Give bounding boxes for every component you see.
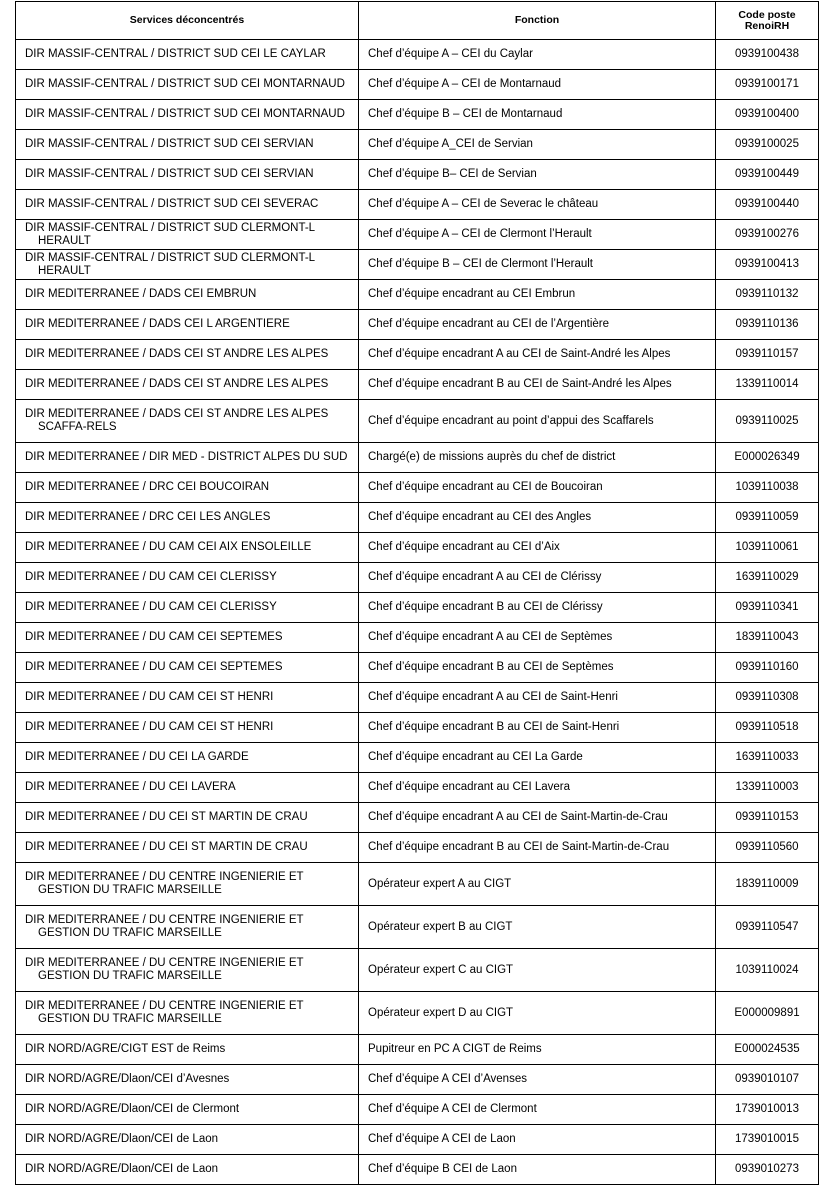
service-text: DIR NORD/AGRE/Dlaon/CEI de Clermont — [25, 1103, 240, 1115]
cell-service — [16, 220, 359, 250]
cell-service — [16, 503, 359, 533]
cell-fonction: Chef d’équipe B – CEI de Montarnaud — [359, 100, 716, 130]
service-text: DIR MEDITERRANEE / DADS CEI ST ANDRE LES ALPES — [25, 348, 329, 360]
cell-service — [16, 190, 359, 220]
cell-service — [16, 743, 359, 773]
cell-code: 0939110132 — [716, 280, 819, 310]
service-text: DIR NORD/AGRE/CIGT EST de Reims — [25, 1043, 226, 1055]
table-row — [16, 653, 819, 683]
cell-service — [16, 992, 359, 1035]
table-row — [16, 949, 819, 992]
cell-code: E000024535 — [716, 1035, 819, 1065]
table-row — [16, 623, 819, 653]
cell-code: 0939100025 — [716, 130, 819, 160]
table-row — [16, 1065, 819, 1095]
cell-fonction: Chef d’équipe encadrant B au CEI de Clérissy — [359, 593, 716, 623]
cell-service — [16, 100, 359, 130]
cell-fonction: Chef d’équipe A_CEI de Servian — [359, 130, 716, 160]
service-text: DIR MASSIF-CENTRAL / DISTRICT SUD CEI SERVIAN — [25, 168, 314, 180]
service-text: DIR MEDITERRANEE / DU CENTRE INGENIERIE ET GESTION DU TRAFIC MARSEILLE — [25, 957, 304, 982]
cell-fonction: Chef d’équipe A – CEI du Caylar — [359, 40, 716, 70]
table-row — [16, 992, 819, 1035]
cell-service — [16, 533, 359, 563]
table-row — [16, 1095, 819, 1125]
service-text: DIR MEDITERRANEE / DU CENTRE INGENIERIE ET GESTION DU TRAFIC MARSEILLE — [25, 1000, 304, 1025]
cell-fonction: Chef d’équipe encadrant B au CEI de Septèmes — [359, 653, 716, 683]
cell-code: 0939010107 — [716, 1065, 819, 1095]
cell-code: 0939110560 — [716, 833, 819, 863]
service-text: DIR MEDITERRANEE / DU CAM CEI AIX ENSOLEILLE — [25, 541, 312, 553]
service-text: DIR MASSIF-CENTRAL / DISTRICT SUD CEI MONTARNAUD — [25, 108, 345, 120]
header-code: Code poste RenoiRH — [716, 2, 819, 40]
cell-fonction: Chef d’équipe encadrant B au CEI de Saint-Martin-de-Crau — [359, 833, 716, 863]
cell-fonction: Chef d’équipe A CEI de Laon — [359, 1125, 716, 1155]
service-text: DIR MEDITERRANEE / DU CAM CEI ST HENRI — [25, 691, 274, 703]
cell-code: 1639110029 — [716, 563, 819, 593]
table-row — [16, 190, 819, 220]
cell-fonction: Chef d’équipe encadrant A au CEI de Clérissy — [359, 563, 716, 593]
table-row — [16, 370, 819, 400]
cell-service — [16, 310, 359, 340]
service-text: DIR MASSIF-CENTRAL / DISTRICT SUD CLERMONT-L HERAULT — [25, 251, 315, 277]
service-text: DIR MEDITERRANEE / DU CENTRE INGENIERIE ET GESTION DU TRAFIC MARSEILLE — [25, 871, 304, 896]
cell-fonction: Chef d’équipe encadrant A au CEI de Saint-Martin-de-Crau — [359, 803, 716, 833]
service-text: DIR MEDITERRANEE / DADS CEI ST ANDRE LES ALPES — [25, 378, 329, 390]
cell-service — [16, 803, 359, 833]
service-text: DIR MEDITERRANEE / DADS CEI ST ANDRE LES ALPES SCAFFA-RELS — [25, 408, 329, 433]
table-row — [16, 473, 819, 503]
service-text: DIR MASSIF-CENTRAL / DISTRICT SUD CEI SEVERAC — [25, 198, 319, 210]
cell-code: 0939110136 — [716, 310, 819, 340]
table-row — [16, 773, 819, 803]
cell-fonction: Opérateur expert B au CIGT — [359, 906, 716, 949]
table-row — [16, 743, 819, 773]
cell-fonction: Chef d’équipe encadrant A au CEI de Septèmes — [359, 623, 716, 653]
table-row — [16, 563, 819, 593]
cell-service — [16, 443, 359, 473]
cell-service — [16, 1065, 359, 1095]
service-text: DIR MEDITERRANEE / DRC CEI BOUCOIRAN — [25, 481, 270, 493]
cell-fonction: Opérateur expert D au CIGT — [359, 992, 716, 1035]
cell-fonction: Chargé(e) de missions auprès du chef de district — [359, 443, 716, 473]
table-row — [16, 1155, 819, 1185]
service-text: DIR MEDITERRANEE / DU CEI ST MARTIN DE CRAU — [25, 841, 308, 853]
cell-fonction: Chef d’équipe encadrant au CEI de l’Argentière — [359, 310, 716, 340]
cell-fonction: Opérateur expert A au CIGT — [359, 863, 716, 906]
cell-code: 1039110038 — [716, 473, 819, 503]
cell-fonction: Chef d’équipe A – CEI de Clermont l’Herault — [359, 220, 716, 250]
service-text: DIR MEDITERRANEE / DADS CEI EMBRUN — [25, 288, 257, 300]
cell-fonction: Chef d’équipe A – CEI de Montarnaud — [359, 70, 716, 100]
cell-code: 0939110059 — [716, 503, 819, 533]
cell-service — [16, 863, 359, 906]
service-text: DIR MASSIF-CENTRAL / DISTRICT SUD CLERMONT-L HERAULT — [25, 221, 315, 247]
cell-code: 0939010273 — [716, 1155, 819, 1185]
service-text: DIR MEDITERRANEE / DADS CEI L ARGENTIERE — [25, 318, 290, 330]
cell-code: E000026349 — [716, 443, 819, 473]
cell-service — [16, 1035, 359, 1065]
table-row — [16, 340, 819, 370]
cell-code: 0939110518 — [716, 713, 819, 743]
table-row — [16, 906, 819, 949]
table-header-row — [16, 2, 819, 40]
cell-code: 1339110014 — [716, 370, 819, 400]
cell-service — [16, 773, 359, 803]
header-fonction: Fonction — [359, 2, 716, 40]
service-text: DIR MEDITERRANEE / DU CEI LA GARDE — [25, 751, 249, 763]
cell-code: 1739010013 — [716, 1095, 819, 1125]
cell-fonction: Chef d’équipe encadrant au CEI Embrun — [359, 280, 716, 310]
cell-code: 0939100440 — [716, 190, 819, 220]
service-text: DIR MEDITERRANEE / DIR MED - DISTRICT ALPES DU SUD — [25, 451, 348, 463]
cell-service — [16, 473, 359, 503]
cell-code: 0939100413 — [716, 250, 819, 280]
cell-code: 1039110061 — [716, 533, 819, 563]
table-row — [16, 70, 819, 100]
cell-service — [16, 653, 359, 683]
cell-fonction: Chef d’équipe B CEI de Laon — [359, 1155, 716, 1185]
service-text: DIR NORD/AGRE/Dlaon/CEI d’Avesnes — [25, 1073, 230, 1085]
table-row — [16, 833, 819, 863]
cell-fonction: Chef d’équipe encadrant B au CEI de Saint-Henri — [359, 713, 716, 743]
table-row — [16, 400, 819, 443]
services-table — [15, 1, 819, 1185]
cell-code: 0939100400 — [716, 100, 819, 130]
cell-service — [16, 683, 359, 713]
table-row — [16, 683, 819, 713]
header-services: Services déconcentrés — [16, 2, 359, 40]
cell-service — [16, 593, 359, 623]
cell-service — [16, 370, 359, 400]
service-text: DIR MEDITERRANEE / DU CAM CEI CLERISSY — [25, 601, 277, 613]
table-row — [16, 533, 819, 563]
cell-fonction: Chef d’équipe A CEI d’Avenses — [359, 1065, 716, 1095]
cell-service — [16, 563, 359, 593]
table-row — [16, 160, 819, 190]
cell-service — [16, 280, 359, 310]
service-text: DIR NORD/AGRE/Dlaon/CEI de Laon — [25, 1133, 219, 1145]
cell-service — [16, 70, 359, 100]
cell-service — [16, 906, 359, 949]
service-text: DIR MEDITERRANEE / DU CAM CEI CLERISSY — [25, 571, 277, 583]
service-text: DIR MEDITERRANEE / DU CENTRE INGENIERIE ET GESTION DU TRAFIC MARSEILLE — [25, 914, 304, 939]
table-row — [16, 503, 819, 533]
cell-fonction: Chef d’équipe encadrant A au CEI de Saint-Henri — [359, 683, 716, 713]
cell-fonction: Chef d’équipe A – CEI de Severac le château — [359, 190, 716, 220]
table-body — [16, 40, 819, 1185]
cell-code: 1339110003 — [716, 773, 819, 803]
cell-fonction: Chef d’équipe A CEI de Clermont — [359, 1095, 716, 1125]
service-text: DIR MASSIF-CENTRAL / DISTRICT SUD CEI SERVIAN — [25, 138, 314, 150]
cell-code: 0939100171 — [716, 70, 819, 100]
cell-code: 0939100449 — [716, 160, 819, 190]
cell-code: 0939100276 — [716, 220, 819, 250]
cell-code: 1639110033 — [716, 743, 819, 773]
cell-service — [16, 1095, 359, 1125]
cell-code: 0939100438 — [716, 40, 819, 70]
service-text: DIR MEDITERRANEE / DU CEI LAVERA — [25, 781, 236, 793]
cell-fonction: Pupitreur en PC A CIGT de Reims — [359, 1035, 716, 1065]
cell-service — [16, 623, 359, 653]
cell-code: 0939110157 — [716, 340, 819, 370]
table-row — [16, 713, 819, 743]
service-text: DIR MEDITERRANEE / DU CAM CEI SEPTEMES — [25, 631, 283, 643]
cell-code: 1739010015 — [716, 1125, 819, 1155]
table-row — [16, 443, 819, 473]
cell-code: 1839110043 — [716, 623, 819, 653]
service-text: DIR MASSIF-CENTRAL / DISTRICT SUD CEI MONTARNAUD — [25, 78, 345, 90]
cell-fonction: Opérateur expert C au CIGT — [359, 949, 716, 992]
cell-fonction: Chef d’équipe encadrant B au CEI de Saint-André les Alpes — [359, 370, 716, 400]
cell-code: 0939110025 — [716, 400, 819, 443]
cell-code: 0939110547 — [716, 906, 819, 949]
service-text: DIR MEDITERRANEE / DU CEI ST MARTIN DE CRAU — [25, 811, 308, 823]
cell-service — [16, 1125, 359, 1155]
cell-service — [16, 400, 359, 443]
cell-service — [16, 1155, 359, 1185]
cell-service — [16, 713, 359, 743]
cell-service — [16, 250, 359, 280]
table-row — [16, 280, 819, 310]
table-row — [16, 863, 819, 906]
cell-code: 0939110341 — [716, 593, 819, 623]
table-row — [16, 1035, 819, 1065]
cell-code: 1839110009 — [716, 863, 819, 906]
table-row — [16, 803, 819, 833]
cell-service — [16, 340, 359, 370]
cell-fonction: Chef d’équipe B– CEI de Servian — [359, 160, 716, 190]
table-row — [16, 130, 819, 160]
table-row — [16, 100, 819, 130]
cell-fonction: Chef d’équipe encadrant A au CEI de Saint-André les Alpes — [359, 340, 716, 370]
table-row — [16, 1125, 819, 1155]
table-row — [16, 593, 819, 623]
cell-code: 0939110308 — [716, 683, 819, 713]
cell-code: 0939110160 — [716, 653, 819, 683]
service-text: DIR NORD/AGRE/Dlaon/CEI de Laon — [25, 1163, 219, 1175]
cell-fonction: Chef d’équipe encadrant au CEI La Garde — [359, 743, 716, 773]
cell-service — [16, 160, 359, 190]
cell-code: 0939110153 — [716, 803, 819, 833]
service-text: DIR MEDITERRANEE / DU CAM CEI ST HENRI — [25, 721, 274, 733]
table-row — [16, 220, 819, 250]
cell-service — [16, 833, 359, 863]
cell-fonction: Chef d’équipe B – CEI de Clermont l’Herault — [359, 250, 716, 280]
service-text: DIR MASSIF-CENTRAL / DISTRICT SUD CEI LE CAYLAR — [25, 48, 326, 60]
service-text: DIR MEDITERRANEE / DU CAM CEI SEPTEMES — [25, 661, 283, 673]
cell-fonction: Chef d’équipe encadrant au CEI Lavera — [359, 773, 716, 803]
cell-fonction: Chef d’équipe encadrant au point d’appui des Scaffarels — [359, 400, 716, 443]
cell-service — [16, 40, 359, 70]
table-row — [16, 40, 819, 70]
cell-code: E000009891 — [716, 992, 819, 1035]
service-text: DIR MEDITERRANEE / DRC CEI LES ANGLES — [25, 511, 271, 523]
cell-service — [16, 130, 359, 160]
cell-fonction: Chef d’équipe encadrant au CEI de Boucoiran — [359, 473, 716, 503]
table-row — [16, 250, 819, 280]
table-row — [16, 310, 819, 340]
cell-service — [16, 949, 359, 992]
cell-fonction: Chef d’équipe encadrant au CEI d’Aix — [359, 533, 716, 563]
cell-fonction: Chef d’équipe encadrant au CEI des Angles — [359, 503, 716, 533]
cell-code: 1039110024 — [716, 949, 819, 992]
